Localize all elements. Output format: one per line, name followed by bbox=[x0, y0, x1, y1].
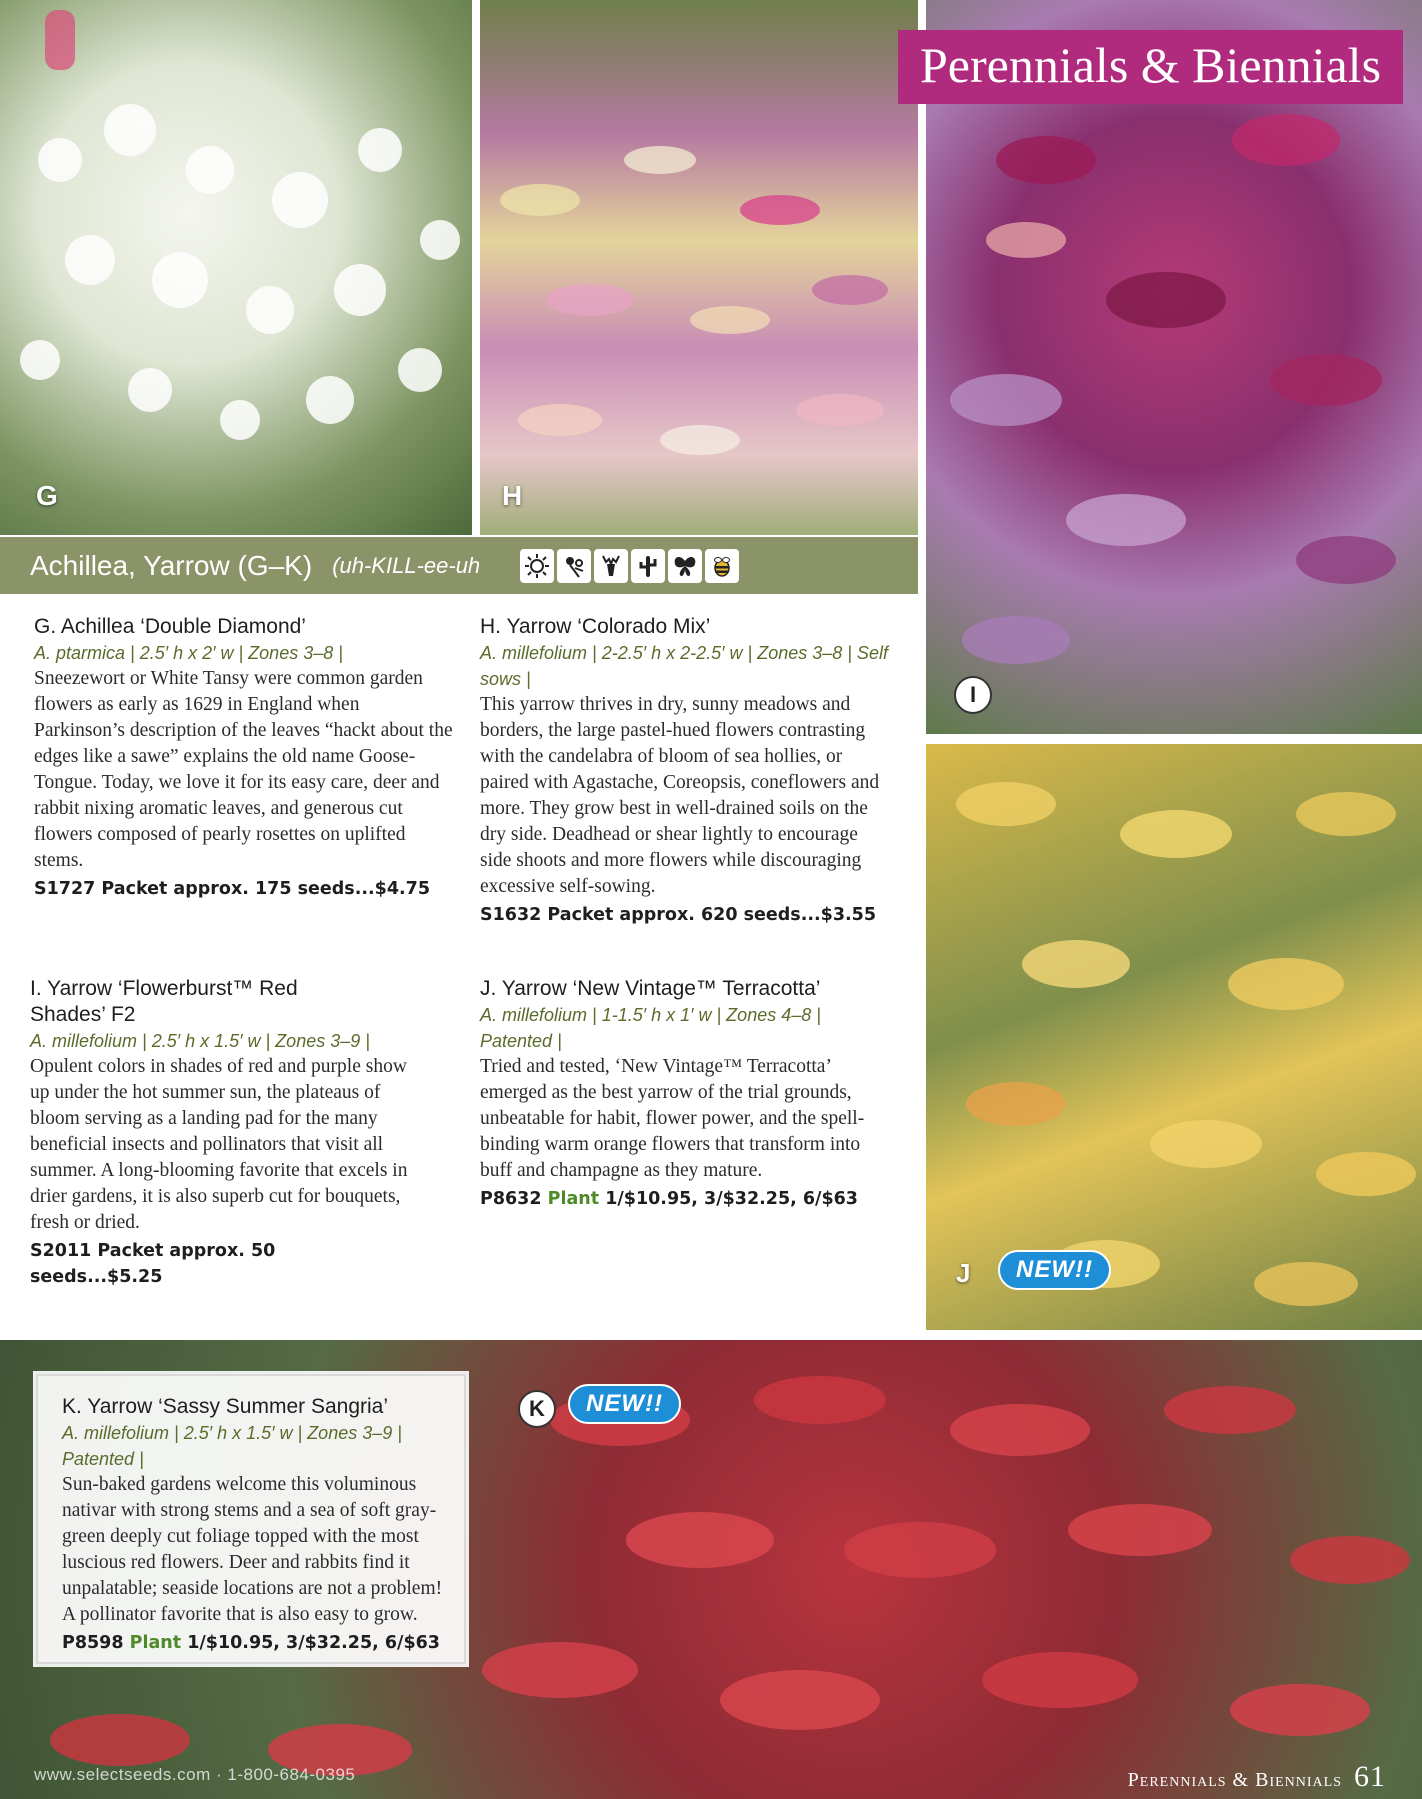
butterfly-icon bbox=[668, 549, 702, 583]
order-prices: 1/$10.95, 3/$32.25, 6/$63 bbox=[605, 1189, 858, 1209]
red-purple-flower-texture bbox=[926, 0, 1422, 734]
new-badge-k: NEW!! bbox=[568, 1384, 681, 1424]
photo-letter-j: J bbox=[956, 1258, 971, 1288]
entry-order-line bbox=[480, 1186, 890, 1212]
entry-specs: A. millefolium | 2-2.5′ h x 2-2.5′ w | Zones 3–8 | Self sows | bbox=[480, 643, 888, 689]
photo-letter-k: K bbox=[518, 1390, 556, 1428]
entry-k bbox=[36, 1374, 466, 1664]
growing-icons bbox=[520, 549, 739, 583]
genus-pronunciation: (uh-KILL-ee-uh bbox=[332, 552, 481, 578]
footer-website[interactable]: www.selectseeds.com bbox=[34, 1765, 211, 1784]
entry-description: Tried and tested, ‘New Vintage™ Terracotta’ emerged as the best yarrow of the trial grounds, unbeatable for habit, flower power, and the spell-binding warm orange flowers that transform into buff and champagne as they mature. bbox=[480, 1056, 865, 1181]
entry-title: G. Achillea ‘Double Diamond’ bbox=[34, 615, 306, 638]
entry-order-line bbox=[62, 1630, 444, 1656]
footer-phone: 1-800-684-0395 bbox=[227, 1765, 356, 1784]
photo-letter-h: H bbox=[502, 480, 523, 511]
order-code: P8632 bbox=[480, 1189, 542, 1209]
yellow-flower-texture bbox=[926, 744, 1422, 1330]
cut-flower-icon bbox=[557, 549, 591, 583]
entry-description: Opulent colors in shades of red and purple show up under the hot summer sun, the plateaus of bloom serving as a landing pad for the many beneficial insects and pollinators that visit all summer. A long-blooming favorite that excels in drier gardens, it is also superb cut for bouquets, fresh or dried. bbox=[30, 1056, 408, 1233]
footer-page-info bbox=[1128, 1760, 1386, 1794]
entry-g bbox=[34, 614, 454, 902]
entry-i bbox=[30, 976, 410, 1290]
pastel-flower-texture bbox=[480, 0, 918, 535]
photo-letter-i: I bbox=[954, 676, 992, 714]
entry-title: I. Yarrow ‘Flowerburst™ Red Shades’ F2 bbox=[30, 977, 298, 1026]
entry-specs: A. ptarmica | 2.5′ h x 2′ w | Zones 3–8 | bbox=[34, 643, 343, 663]
entry-specs: A. millefolium | 1-1.5′ h x 1′ w | Zones 4–8 | Patented | bbox=[480, 1005, 821, 1051]
footer-contact bbox=[34, 1765, 355, 1785]
page-number: 61 bbox=[1354, 1760, 1386, 1793]
genus-name: Achillea, Yarrow (G–K) bbox=[30, 549, 313, 581]
deer-resistant-icon bbox=[594, 549, 628, 583]
entry-h bbox=[480, 614, 890, 928]
order-code: P8598 bbox=[62, 1633, 124, 1653]
entry-title: J. Yarrow ‘New Vintage™ Terracotta’ bbox=[480, 977, 821, 1000]
entry-order-line: S2011 Packet approx. 50 seeds...$5.25 bbox=[30, 1241, 276, 1287]
order-type: Plant bbox=[547, 1189, 600, 1209]
new-badge-j: NEW!! bbox=[998, 1250, 1111, 1290]
photo-h-colorado-mix bbox=[480, 0, 918, 535]
white-flower-texture bbox=[0, 0, 472, 535]
entry-specs: A. millefolium | 2.5′ h x 1.5′ w | Zones 3–9 | bbox=[30, 1031, 370, 1051]
entry-title: K. Yarrow ‘Sassy Summer Sangria’ bbox=[62, 1395, 389, 1418]
photo-letter-g: G bbox=[36, 480, 58, 511]
footer-section: Perennials & Biennials bbox=[1127, 1769, 1342, 1791]
photo-g-double-diamond bbox=[0, 0, 472, 535]
order-type: Plant bbox=[129, 1633, 182, 1653]
entry-description: This yarrow thrives in dry, sunny meadows and borders, the large pastel-hued flowers contrasting with the candelabra of bloom of sea hollies, or paired with Agastache, Coreopsis, coneflowers and more. They grow best in well-drained soils on the dry side. Deadhead or shear lightly to encourage side shoots and more flowers while discouraging excessive self-sowing. bbox=[480, 694, 880, 897]
footer-separator: · bbox=[215, 1765, 223, 1784]
genus-header-bar bbox=[0, 537, 918, 594]
section-title: Perennials & Biennials bbox=[898, 30, 1403, 104]
entry-specs: A. millefolium | 2.5′ h x 1.5′ w | Zones 3–9 | Patented | bbox=[62, 1423, 402, 1469]
sun-icon bbox=[520, 549, 554, 583]
order-prices: 1/$10.95, 3/$32.25, 6/$63 bbox=[187, 1633, 440, 1653]
photo-i-flowerburst bbox=[926, 0, 1422, 734]
entry-title: H. Yarrow ‘Colorado Mix’ bbox=[480, 615, 711, 638]
entry-description: Sneezewort or White Tansy were common garden flowers as early as 1629 in England when Parkinson’s description of the leaves “hackt about the edges like a sawe” explains the old name Goose-Tongue. Today, we love it for its easy care, deer and rabbit nixing aromatic leaves, and generous cut flowers composed of pearly rosettes on uplifted stems. bbox=[34, 668, 453, 871]
bee-icon bbox=[705, 549, 739, 583]
entry-j bbox=[480, 976, 890, 1212]
drought-tolerant-icon bbox=[631, 549, 665, 583]
photo-j-new-vintage-terracotta bbox=[926, 744, 1422, 1330]
entry-order-line: S1632 Packet approx. 620 seeds...$3.55 bbox=[480, 905, 876, 925]
entry-order-line: S1727 Packet approx. 175 seeds...$4.75 bbox=[34, 879, 430, 899]
entry-description: Sun-baked gardens welcome this voluminous nativar with strong stems and a sea of soft gray-green deeply cut foliage topped with the most luscious red flowers. Deer and rabbits find it unpalatable; seaside locations are not a problem! A pollinator favorite that is also easy to grow. bbox=[62, 1474, 443, 1625]
